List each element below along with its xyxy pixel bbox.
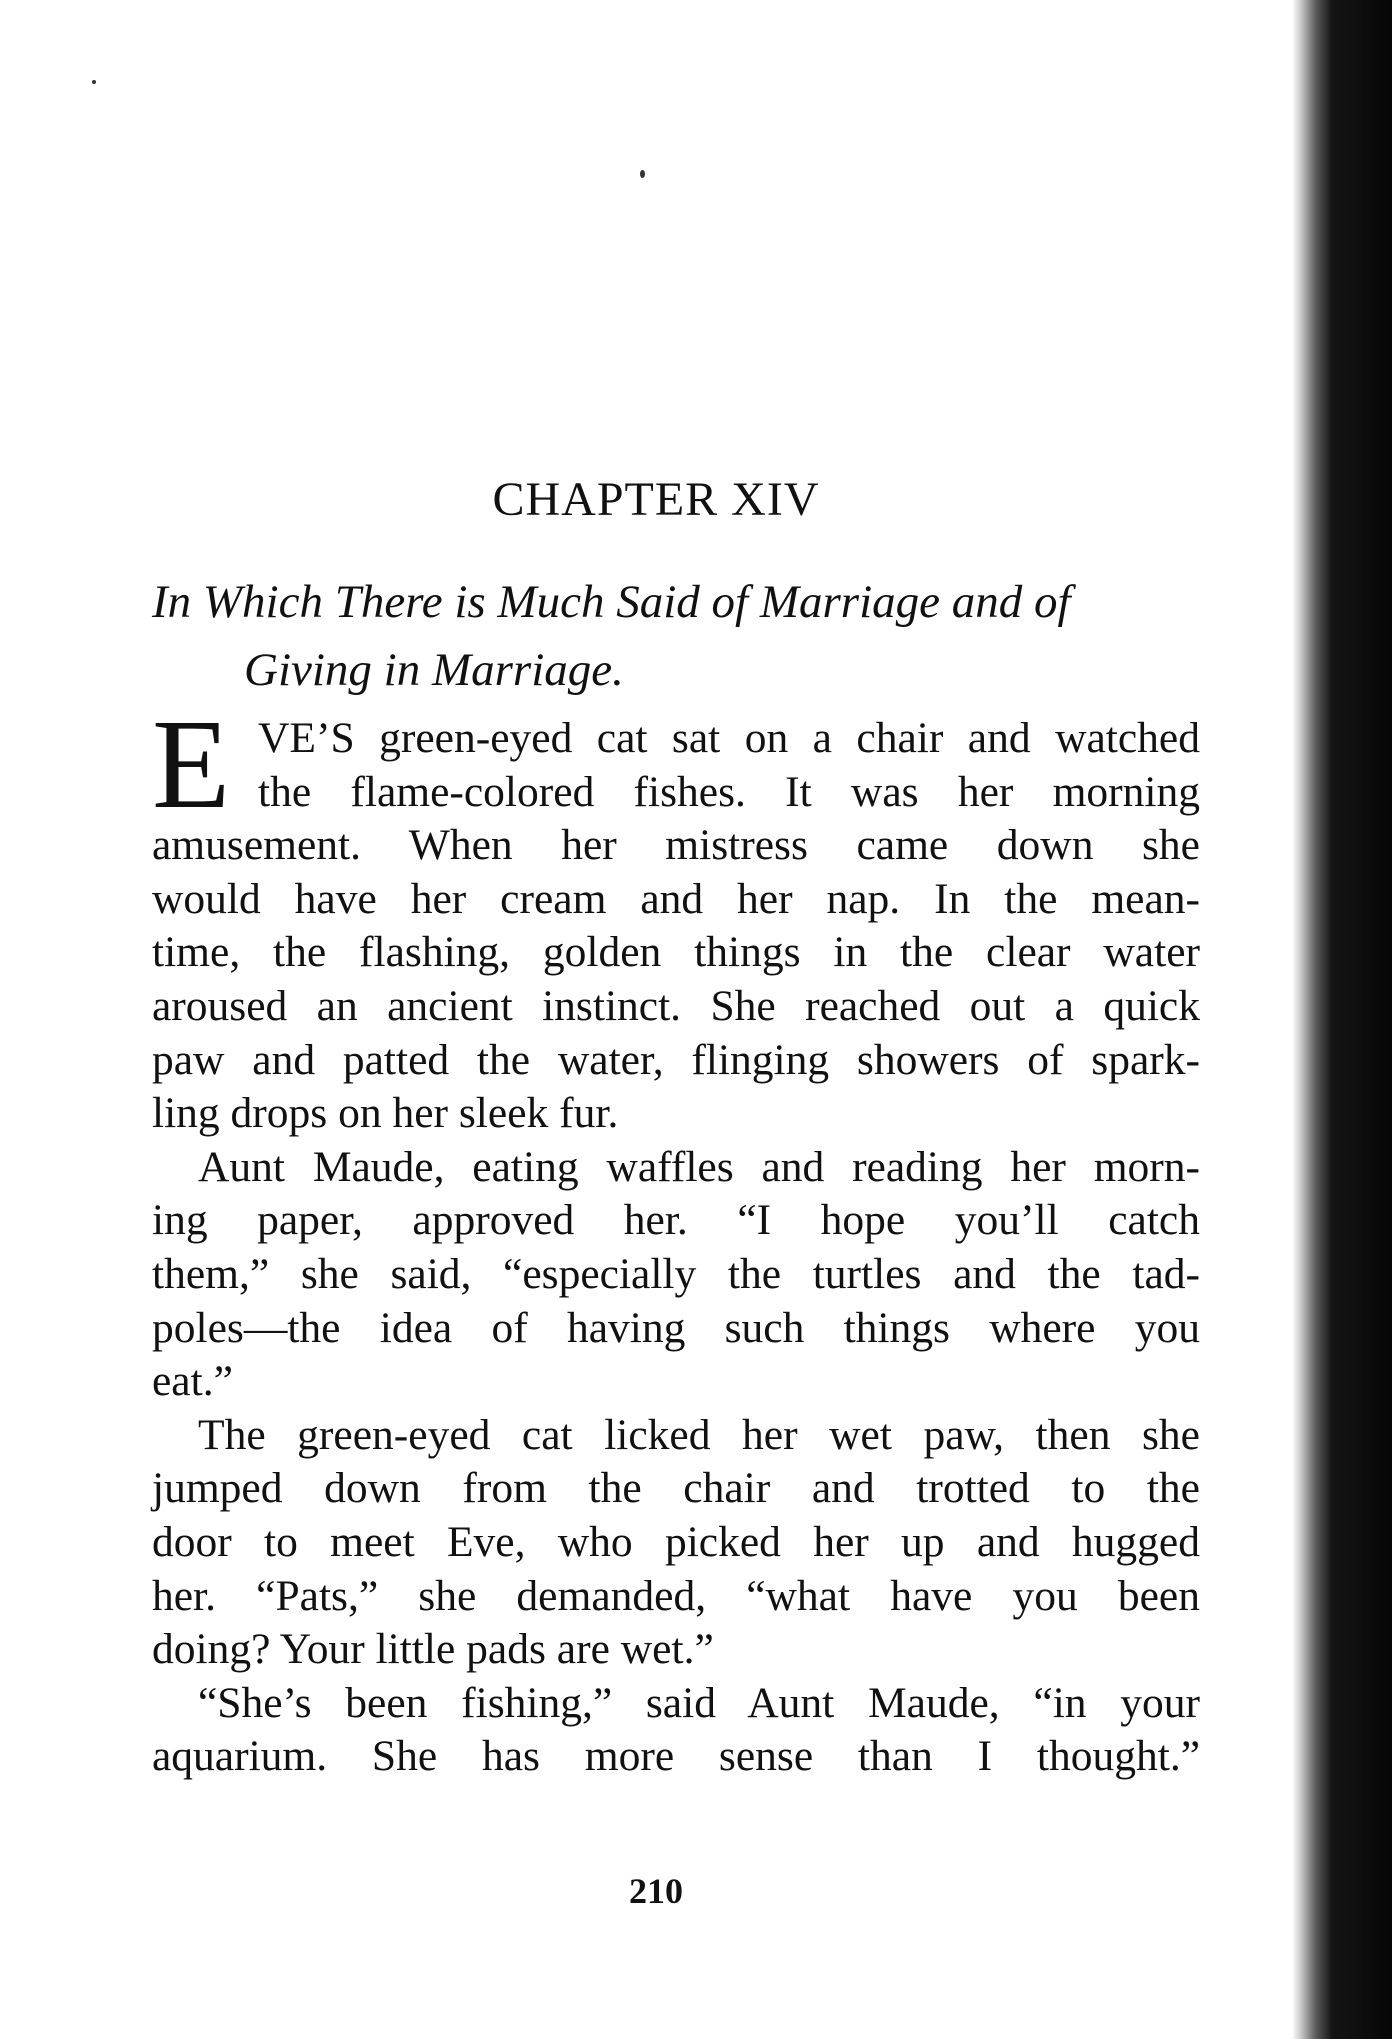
binding-edge <box>1292 0 1392 2039</box>
text-line: time, the flashing, golden things in the clear water <box>152 928 1200 977</box>
ink-speck <box>640 170 645 178</box>
text-line: amusement. When her mistress came down she <box>152 821 1200 870</box>
text-line: would have her cream and her nap. In the mean- <box>152 874 1200 923</box>
text-line: door to meet Eve, who picked her up and hugged <box>152 1517 1200 1566</box>
chapter-subtitle-line-1: In Which There is Much Said of Marriage and of <box>152 576 1071 628</box>
text-line: jumped down from the chair and trotted to the <box>152 1464 1200 1513</box>
text-line: Aunt Maude, eating waffles and reading her morn- <box>198 1142 1200 1191</box>
chapter-subtitle-line-2: Giving in Marriage. <box>244 644 624 696</box>
text-line: aroused an ancient instinct. She reached out a quick <box>152 981 1200 1030</box>
chapter-title: CHAPTER XIV <box>492 473 820 526</box>
text-line: The green-eyed cat licked her wet paw, then she <box>198 1410 1200 1459</box>
text-line: aquarium. She has more sense than I thought.” <box>152 1732 1200 1781</box>
text-line: ling drops on her sleek fur. <box>152 1089 619 1138</box>
text-line: them,” she said, “especially the turtles and the tad- <box>152 1249 1200 1298</box>
body-text <box>152 712 1200 1784</box>
chapter-subtitle <box>152 568 1202 704</box>
text-line: VE’S green-eyed cat sat on a chair and watched <box>258 714 1200 762</box>
text-line: doing? Your little pads are wet.” <box>152 1625 714 1674</box>
ink-speck <box>92 80 96 84</box>
text-line: “She’s been fishing,” said Aunt Maude, “in your <box>198 1678 1200 1727</box>
drop-cap: E <box>152 693 231 835</box>
text-line: her. “Pats,” she demanded, “what have you been <box>152 1571 1200 1620</box>
text-line: poles—the idea of having such things where you <box>152 1303 1200 1352</box>
text-line: eat.” <box>152 1357 233 1406</box>
text-line: the flame-colored fishes. It was her morning <box>258 767 1200 816</box>
text-line: ing paper, approved her. “I hope you’ll catch <box>152 1196 1200 1245</box>
page-number: 210 <box>629 1871 683 1911</box>
text-line: paw and patted the water, flinging showers of spark- <box>152 1035 1200 1084</box>
